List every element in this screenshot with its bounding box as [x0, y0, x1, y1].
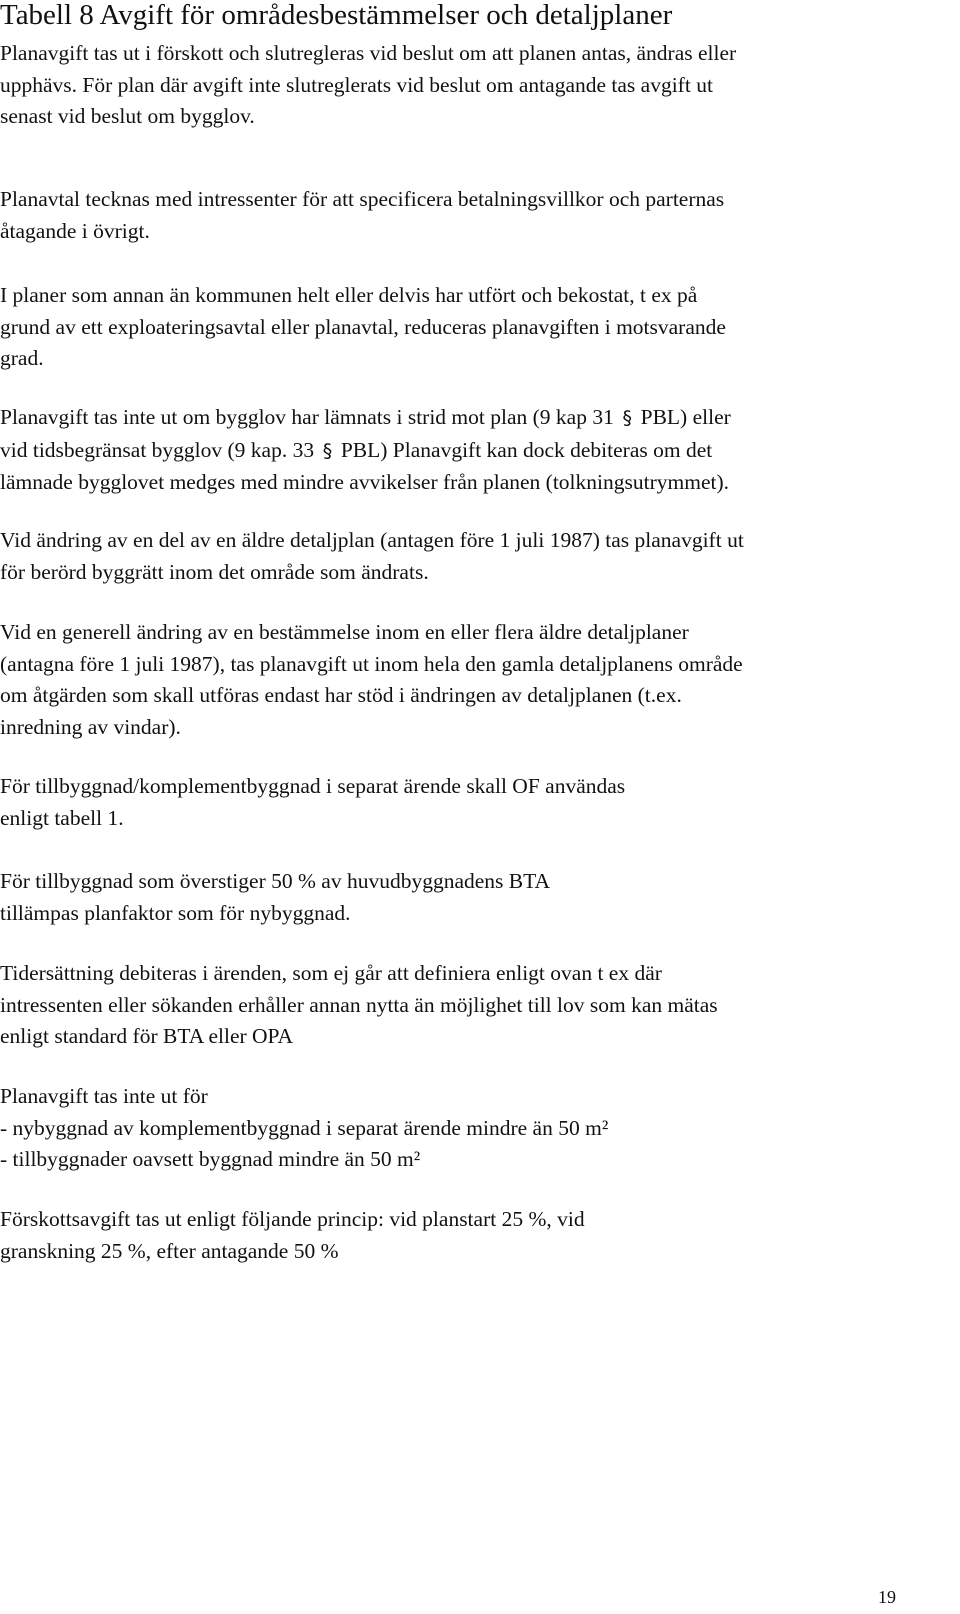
paragraph-plan-agreement [0, 184, 950, 247]
section-sign-icon: § [322, 439, 333, 462]
section-sign-icon: § [622, 407, 632, 429]
list-item: - nybyggnad av komplementbyggnad i separat ärende mindre än 50 m² [0, 1115, 609, 1140]
text-line: upphävs. För plan där avgift inte slutreglerats vid beslut om antagande tas avgift ut [0, 72, 713, 97]
text-line: Vid en generell ändring av en bestämmelse inom en eller flera äldre detaljplaner [0, 620, 689, 644]
text-line: senast vid beslut om bygglov. [0, 104, 255, 128]
text-line: Tidersättning debiteras i ärenden, som ej går att definiera enligt ovan t ex där [0, 961, 662, 985]
text-line: Planavgift tas ut i förskott och slutregleras vid beslut om att planen antas, ändras eller [0, 41, 737, 65]
text-line: enligt standard för BTA eller OPA [0, 1024, 294, 1048]
paragraph-fee-reduction [0, 280, 950, 375]
text-segment: vid tidsbegränsat bygglov (9 kap. 33 [0, 437, 315, 462]
text-line: Planavtal tecknas med intressenter för att specificera betalningsvillkor och parternas [0, 187, 725, 211]
text-line: I planer som annan än kommunen helt eller delvis har utfört och bekostat, t ex på [0, 283, 698, 307]
text-line: För tillbyggnad/komplementbyggnad i separat ärende skall OF användas [0, 774, 626, 798]
text-line: inredning av vindar). [0, 714, 181, 739]
text-line: om åtgärden som skall utföras endast har stöd i ändringen av detaljplanen (t.ex. [0, 683, 682, 707]
text-line: Vid ändring av en del av en äldre detaljplan (antagen före 1 juli 1987) tas planavgift ut [0, 528, 744, 552]
paragraph-no-fee-conflict [0, 402, 950, 499]
text-line: tillämpas planfaktor som för nybyggnad. [0, 900, 351, 925]
list-item: - tillbyggnader oavsett byggnad mindre än 50 m² [0, 1147, 421, 1171]
text-line: Förskottsavgift tas ut enligt följande princip: vid planstart 25 %, vid [0, 1207, 585, 1231]
paragraph-time-compensation [0, 958, 950, 1053]
text-line: åtagande i övrigt. [0, 218, 150, 243]
text-segment: PBL) eller [640, 405, 731, 429]
text-line: för berörd byggrätt inom det område som ändrats. [0, 559, 429, 584]
paragraph-extension [0, 771, 950, 834]
paragraph-general-change [0, 617, 950, 743]
text-line: (antagna före 1 juli 1987), tas planavgift ut inom hela den gamla detaljplanens område [0, 651, 743, 676]
paragraph-fee-exemptions [0, 1081, 950, 1176]
text-line: För tillbyggnad som överstiger 50 % av huvudbyggnadens BTA [0, 869, 551, 893]
page-number: 19 [878, 1587, 896, 1607]
paragraph-advance-fee [0, 1204, 950, 1267]
text-segment: PBL) Planavgift kan dock debiteras om det [340, 437, 713, 462]
paragraph-plan-fee-advance [0, 38, 950, 133]
text-line: grad. [0, 346, 44, 370]
paragraph-partial-change [0, 525, 950, 588]
text-line [0, 435, 950, 468]
paragraph-extension-over-50 [0, 866, 950, 929]
text-line: enligt tabell 1. [0, 805, 124, 830]
text-line: granskning 25 %, efter antagande 50 % [0, 1238, 339, 1263]
text-line: Planavgift tas inte ut för [0, 1084, 208, 1108]
text-line: lämnade bygglovet medges med mindre avvikelser från planen (tolkningsutrymmet). [0, 470, 730, 494]
text-segment: Planavgift tas inte ut om bygglov har lämnats i strid mot plan (9 kap 31 [0, 405, 614, 429]
page-title: Tabell 8 Avgift för områdesbestämmelser och detaljplaner [0, 0, 673, 31]
text-line [0, 402, 950, 435]
text-line: intressenten eller sökanden erhåller annan nytta än möjlighet till lov som kan mätas [0, 992, 718, 1017]
text-line: grund av ett exploateringsavtal eller planavtal, reduceras planavgiften i motsvarande [0, 314, 726, 339]
